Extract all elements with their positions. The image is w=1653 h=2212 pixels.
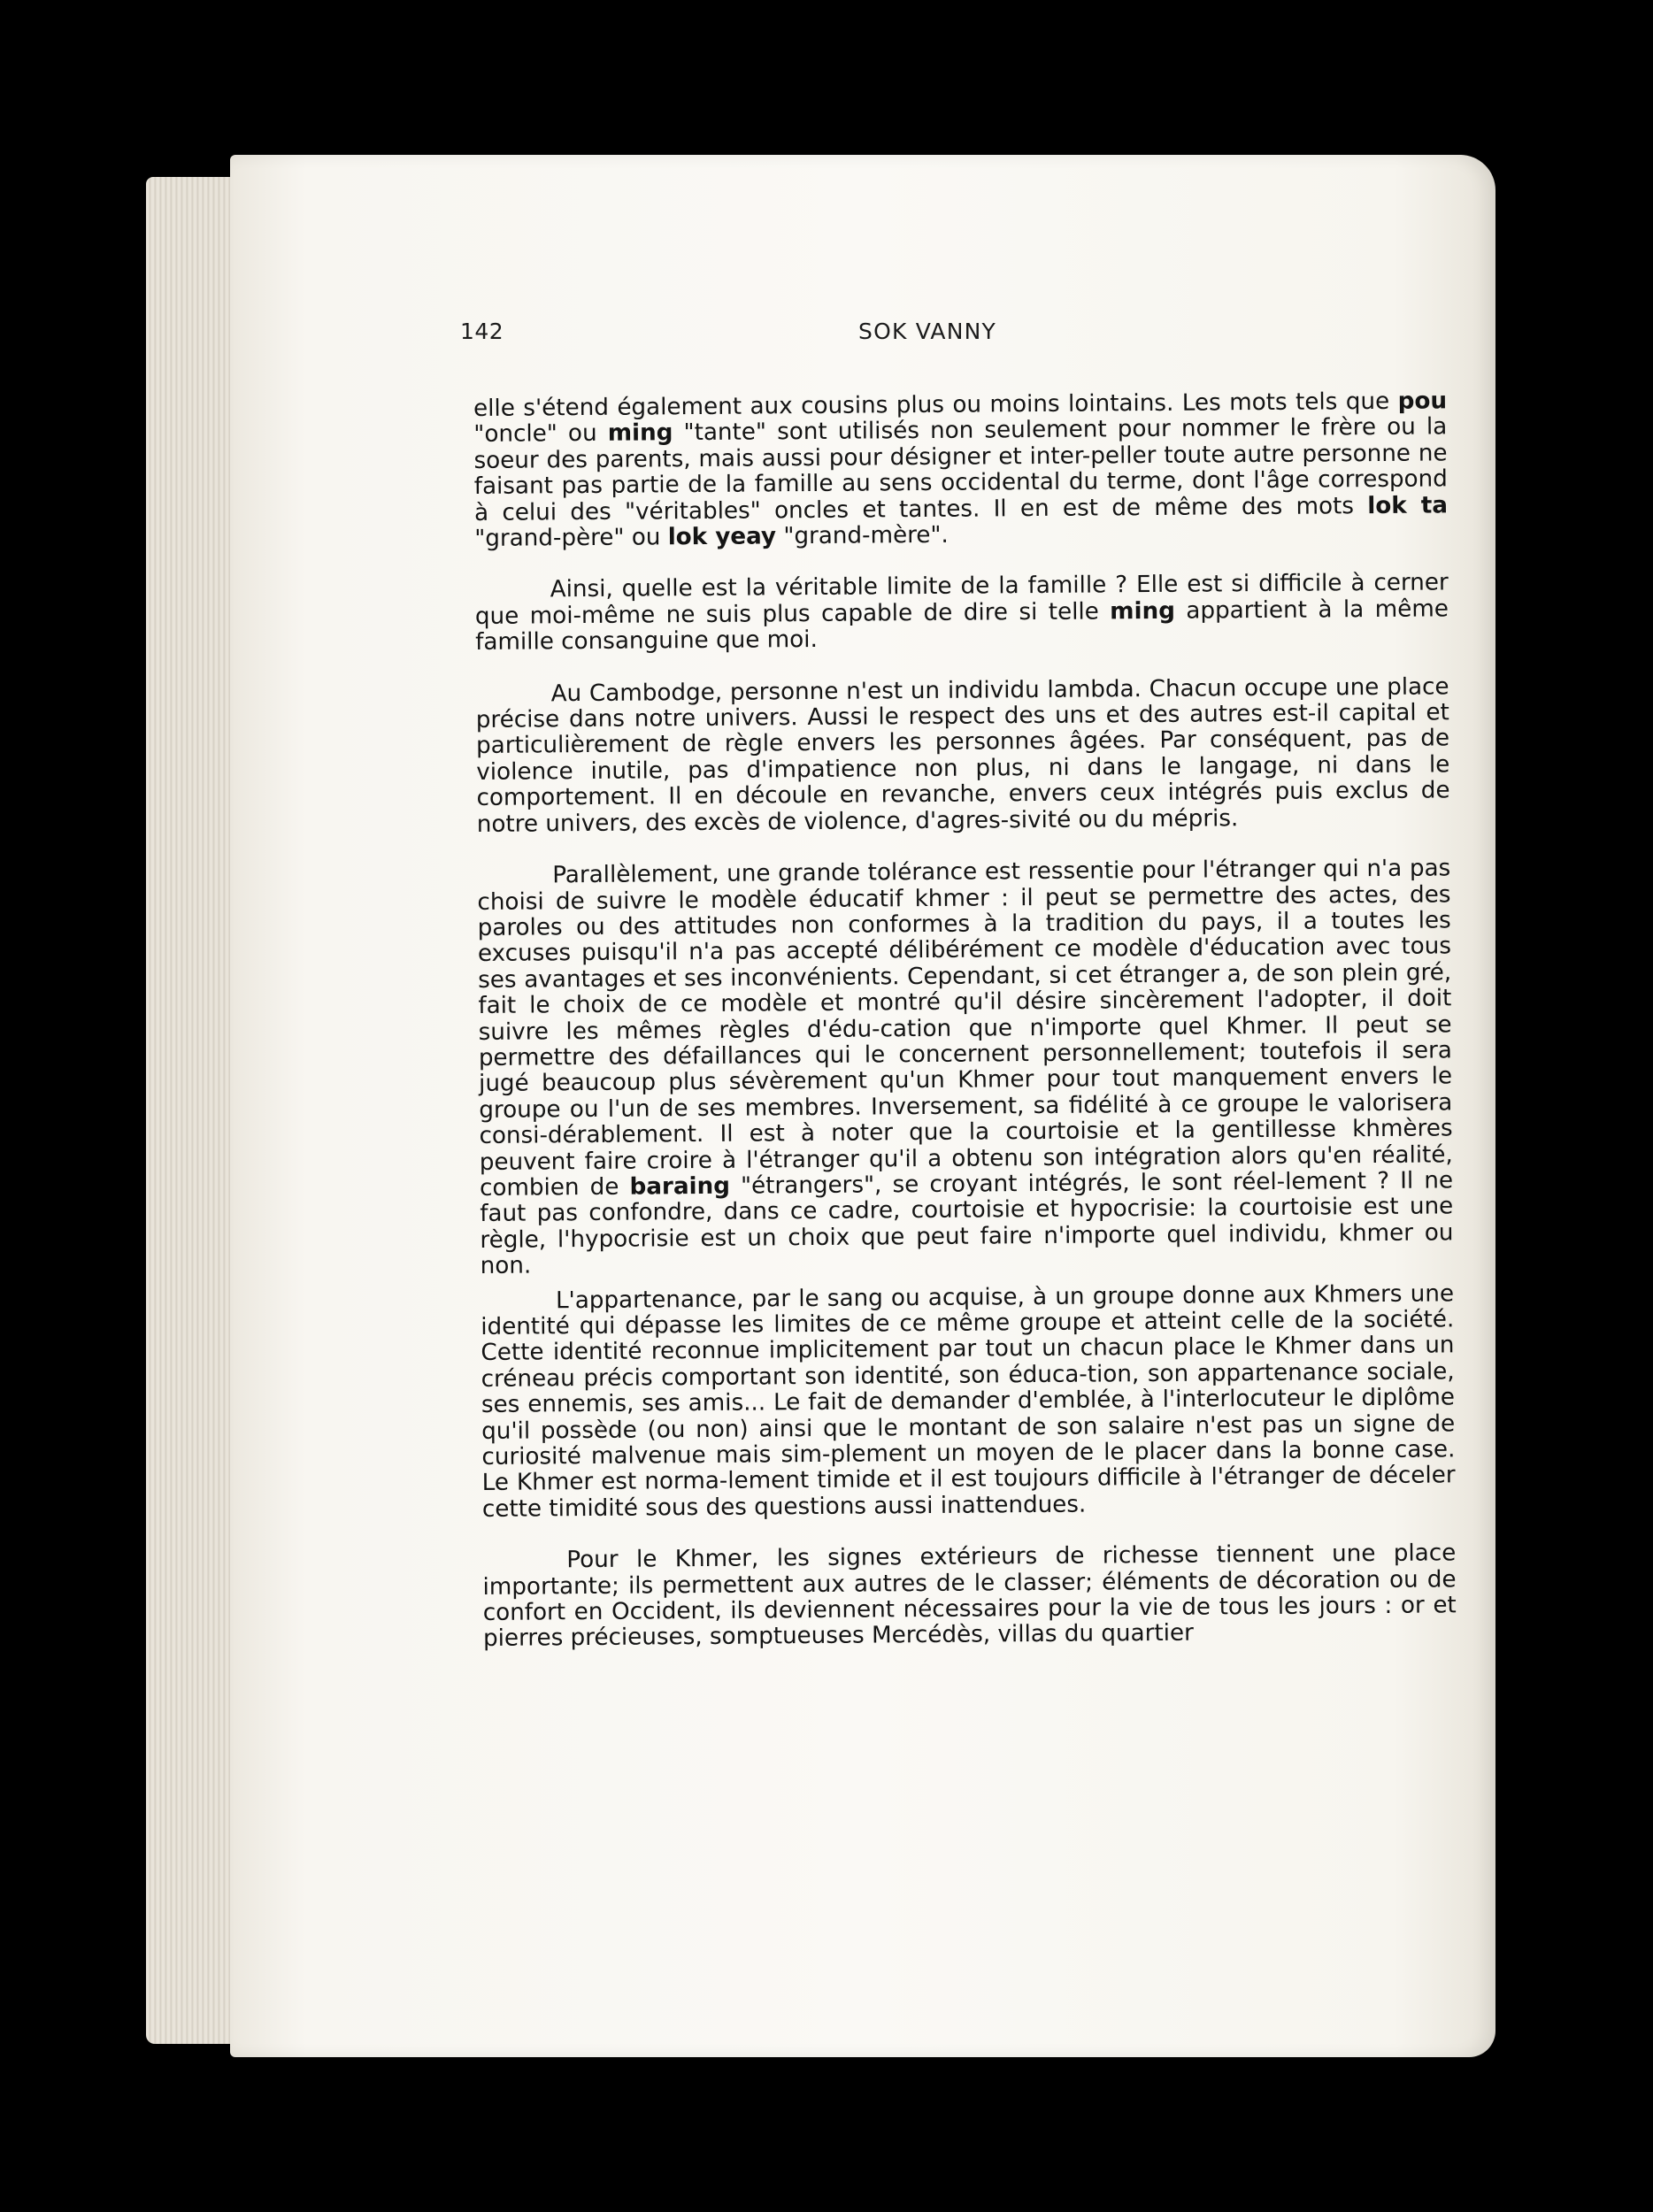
paragraph — [482, 1541, 1457, 1653]
khmer-term: ming — [607, 419, 673, 448]
running-head-author: SOK VANNY — [858, 319, 996, 344]
paragraph — [476, 674, 1450, 838]
khmer-term: lok ta — [1367, 491, 1449, 519]
text-run: "oncle" ou — [473, 420, 608, 449]
paragraph — [473, 388, 1448, 552]
text-run: Au Cambodge, personne n'est un individu lambda. Chacun occupe une place précise dans notre univers. Aussi le respect des uns et des autres est-il capital et particulièrement de règle envers les personnes âgées. Par conséquent, pas de violence inutile, pas d'impatience non plus, ni dans le langage, ni dans le comportement. Il en découle en revanche, envers ceux intégrés puis exclus de notre univers, des excès de violence, d'agres-sivité ou du mépris. — [475, 673, 1450, 838]
paragraph — [477, 856, 1454, 1279]
text-run: elle s'étend également aux cousins plus ou moins lointains. Les mots tels que — [473, 388, 1398, 422]
text-run: "grand-mère". — [775, 521, 949, 550]
text-run: Ainsi, quelle est la véritable limite de la famille ? Elle est si difficile à cerner que moi-même ne suis plus capable de dire si telle — [474, 569, 1449, 630]
text-run: "étrangers", se croyant intégrés, le sont réel-lement ? Il ne faut pas confondre, dans ce cadre, courtoisie et hypocrisie: la courtoisie est une règle, l'hypocrisie est un choix que peut faire n'importe quel individu, khmer ou non. — [480, 1167, 1454, 1280]
paragraph — [475, 571, 1449, 657]
text-run: "grand-père" ou — [474, 524, 668, 553]
khmer-term: lok yeay — [667, 523, 777, 551]
text-run: "tante" sont utilisés non seulement pour nommer le frère ou la soeur des parents, mais aussi pour désigner et inter-peller toute autre personne ne faisant pas partie de la famille au sens occidental du terme, dont l'âge correspond à celui des "véritables" oncles et tantes. Il en est de même des mots — [473, 413, 1448, 526]
khmer-term: ming — [1110, 597, 1176, 626]
text-run: Parallèlement, une grande tolérance est ressentie pour l'étranger qui n'a pas choisi de suivre le modèle éducatif khmer : il peut se permettre des actes, des paroles ou des attitudes non conformes à la tradition du pays, il a toutes les excuses puisqu'il n'a pas accepté délibérément ce modèle d'éducation avec tous ses avantages et ses inconvénients. Cependant, si cet étranger a, de son plein gré, fait le choix de ce modèle et montré qu'il désire sincèrement l'adopter, il doit suivre les mêmes règles d'édu-cation que n'importe quel Khmer. Il peut se permettre des défaillances qui le concernent personnellement; toutefois il sera jugé beaucoup plus sévèrement qu'un Khmer pour tout manquement envers le groupe ou l'un de ses membres. Inversement, sa fidélité à ce groupe le valorisera consi-dérablement. Il est à noter que la courtoisie et la gentillesse khmères peuvent faire croire à l'étranger qu'il a obtenu son intégration alors qu'en réalité, combien de — [477, 855, 1453, 1202]
khmer-term: baraing — [629, 1172, 731, 1201]
text-run: Pour le Khmer, les signes extérieurs de richesse tiennent une place importante; ils permettent aux autres de le classer; éléments de décoration ou de confort en Occident, ils deviennent nécessaires pour la vie de tous les jours : or et pierres précieuses, somptueuses Mercédès, villas du quartier — [482, 1540, 1457, 1653]
page-number: 142 — [460, 319, 504, 344]
body-text — [473, 388, 1457, 1652]
text-run: appartient à la même famille consanguine que moi. — [475, 595, 1449, 657]
paragraph — [481, 1281, 1456, 1523]
text-run: L'appartenance, par le sang ou acquise, à un groupe donne aux Khmers une identité qui dépasse les limites de ce même groupe et atteint celle de la société. Cette identité reconnue implicitement par tout un chacun place le Khmer dans un créneau précis comportant son identité, son éduca-tion, son appartenance sociale, ses ennemis, ses amis... Le fait de demander d'emblée, à l'interlocuteur le diplôme qu'il possède (ou non) ainsi que le montant de son salaire n'est pas un signe de curiosité malvenue mais sim-plement un moyen de le placer dans la bonne case. Le Khmer est norma-lement timide et il est toujours difficile à l'étranger de déceler cette timidité sous des questions aussi inattendues. — [481, 1279, 1456, 1523]
khmer-term: pou — [1397, 388, 1448, 415]
